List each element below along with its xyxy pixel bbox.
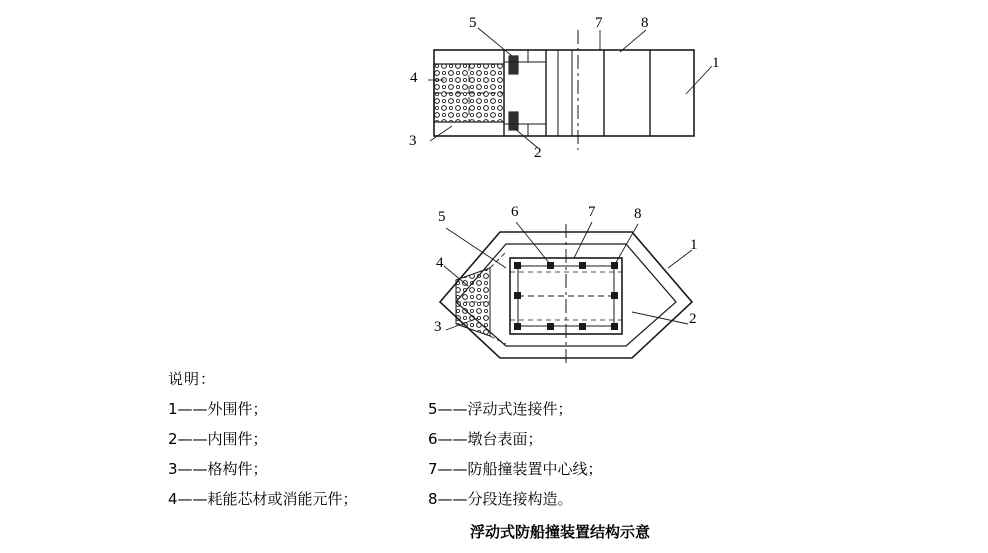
plan-callout-8: 8 bbox=[634, 206, 642, 222]
top-callout-4: 4 bbox=[410, 70, 418, 86]
legend-title: 说明： bbox=[168, 370, 217, 388]
plan-callout-4: 4 bbox=[436, 255, 444, 271]
legend-item-6: 6——墩台表面； bbox=[428, 430, 543, 448]
legend-item-7: 7——防船撞装置中心线； bbox=[428, 460, 603, 478]
top-callout-1: 1 bbox=[712, 55, 720, 71]
legend-item-8: 8——分段连接构造。 bbox=[428, 490, 573, 508]
plan-callout-3: 3 bbox=[434, 319, 442, 335]
legend-item-5: 5——浮动式连接件； bbox=[428, 400, 573, 418]
legend-item-2: 2——内围件； bbox=[168, 430, 268, 448]
legend-item-1: 1——外围件； bbox=[168, 400, 268, 418]
top-elevation-view bbox=[428, 28, 712, 150]
figure-caption: 浮动式防船撞装置结构示意 bbox=[470, 523, 651, 541]
legend-item-3: 3——格构件； bbox=[168, 460, 268, 478]
plan-callout-2: 2 bbox=[689, 311, 697, 327]
plan-callout-1: 1 bbox=[690, 237, 698, 253]
top-callout-2: 2 bbox=[534, 145, 542, 161]
plan-callout-7: 7 bbox=[588, 204, 596, 220]
plan-callout-6: 6 bbox=[511, 204, 519, 220]
plan-view bbox=[440, 222, 692, 366]
top-callout-7: 7 bbox=[595, 15, 603, 31]
top-callout-3: 3 bbox=[409, 133, 417, 149]
plan-callout-5: 5 bbox=[438, 209, 446, 225]
top-callout-5: 5 bbox=[469, 15, 477, 31]
legend-item-4: 4——耗能芯材或消能元件； bbox=[168, 490, 358, 508]
top-callout-8: 8 bbox=[641, 15, 649, 31]
